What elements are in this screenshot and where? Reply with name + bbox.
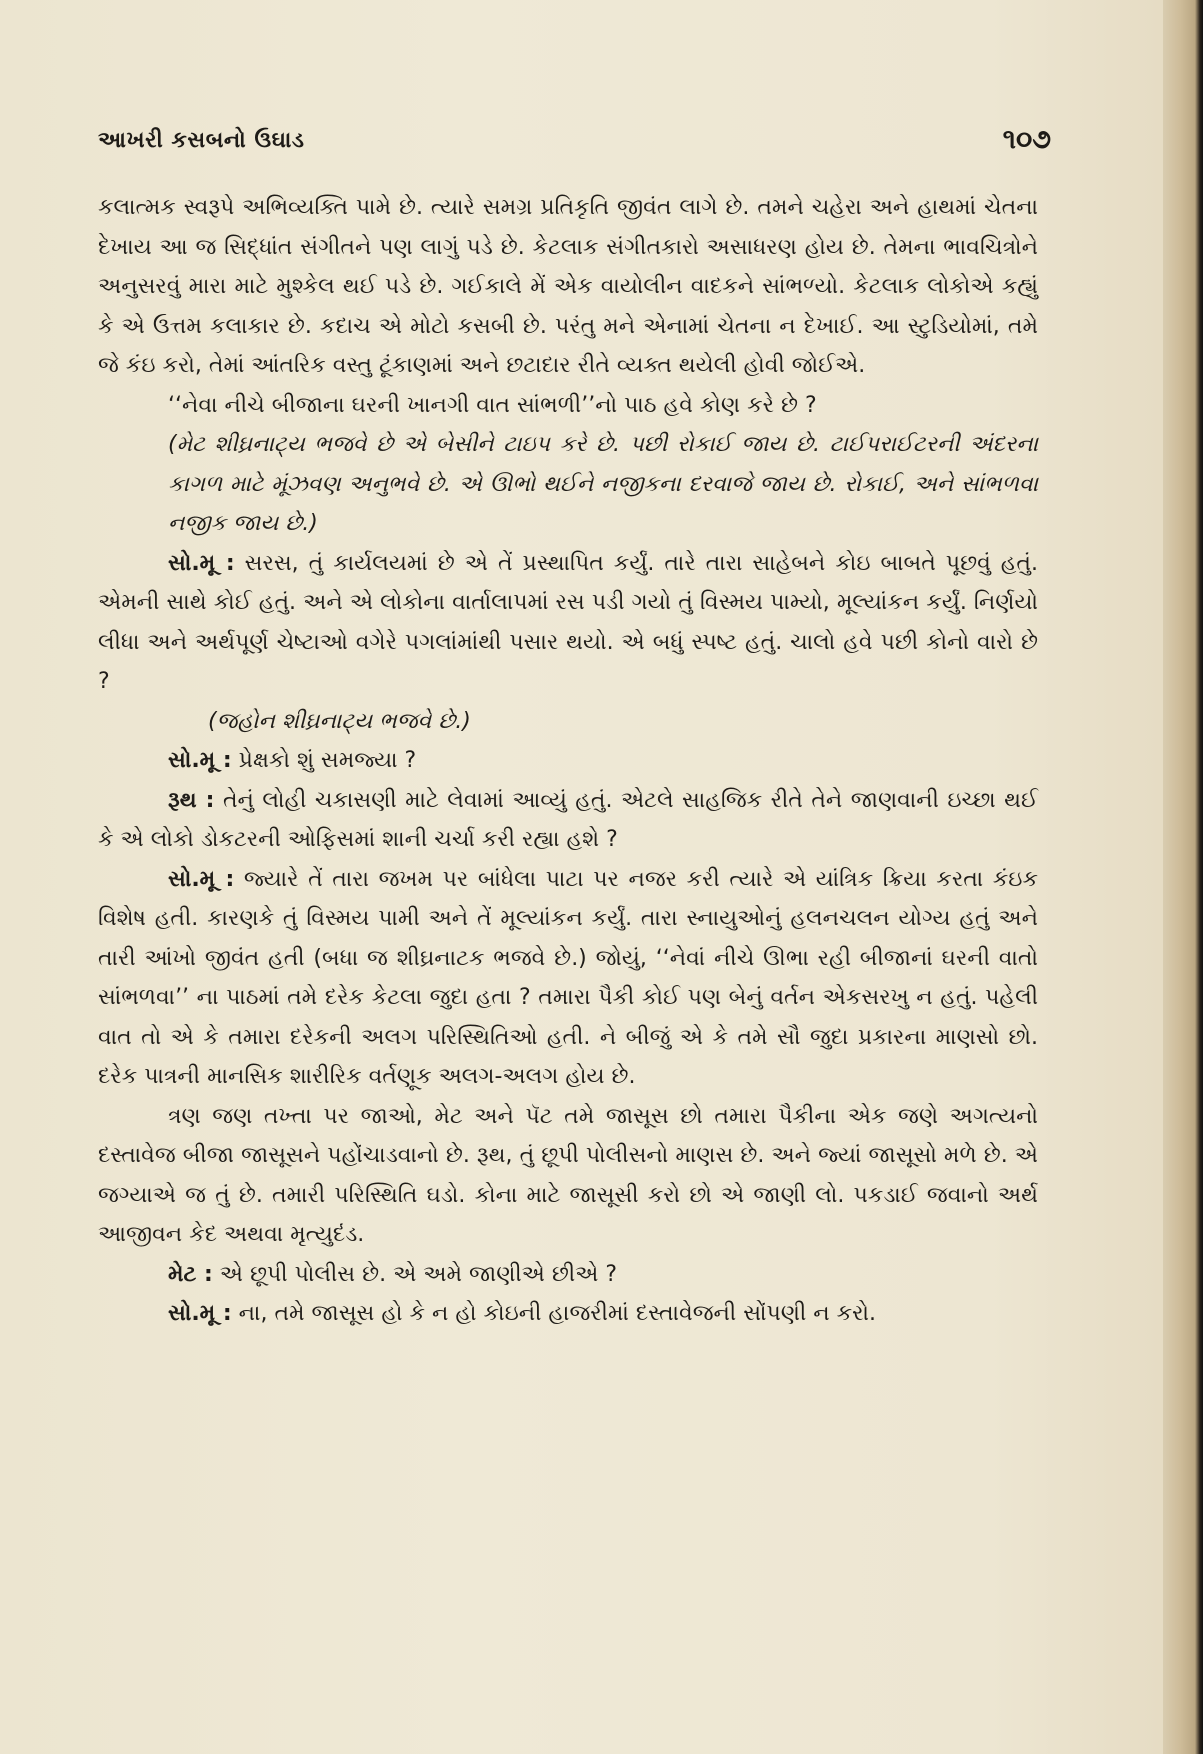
dialogue-line [98,781,1038,860]
dialogue-text: એ છૂપી પોલીસ છે. એ અમે જાણીએ છીએ ? [219,1261,618,1287]
dialogue-line [98,860,1038,1097]
dialogue-text: જ્યારે તેં તારા જખમ પર બાંધેલા પાટા પર નજર કરી ત્યારે એ યાંત્રિક ક્રિયા કરતા કંઇક વિશેષ હતી. કારણકે તું વિસ્મય પામી અને તેં મૂલ્યાંકન કર્યું. તારા સ્નાયુઓનું હલનચલન યોગ્ય હતું અને તારી આંખો જીવંત હતી (બધા જ શીઘ્રનાટક ભજવે છે.) જોયું, ‘‘નેવાં નીચે ઊભા રહી બીજાનાં ઘરની વાતો સાંભળવા’’ ના પાઠમાં તમે દરેક કેટલા જુદા હતા ? તમારા પૈકી કોઈ પણ બેનું વર્તન એકસરખુ ન હતું. પહેલી વાત તો એ કે તમારા દરેકની અલગ પરિસ્થિતિઓ હતી. ને બીજું એ કે તમે સૌ જુદા પ્રકારના માણસો છો. દરેક પાત્રની માનસિક શારીરિક વર્તણૂક અલગ-અલગ હોય છે. [98,866,1038,1089]
paragraph: કલાત્મક સ્વરૂપે અભિવ્યક્તિ પામે છે. ત્યારે સમગ્ર પ્રતિકૃતિ જીવંત લાગે છે. તમને ચહેરા અને હાથમાં ચેતના દેખાય આ જ સિદ્ધાંત સંગીતને પણ લાગું પડે છે. કેટલાક સંગીતકારો અસાધરણ હોય છે. તેમના ભાવચિત્રોને અનુસરવું મારા માટે મુશ્કેલ થઈ પડે છે. ગઈકાલે મેં એક વાયોલીન વાદકને સાંભળ્યો. કેટલાક લોકોએ કહ્યું કે એ ઉત્તમ કલાકાર છે. કદાચ એ મોટો કસબી છે. પરંતુ મને એનામાં ચેતના ન દેખાઈ. આ સ્ટુડિયોમાં, તમે જે કંઇ કરો, તેમાં આંતરિક વસ્તુ ટૂંકાણમાં અને છટાદાર રીતે વ્યક્ત થયેલી હોવી જોઈએ. [98,195,1038,378]
speaker-label: સો.મૂ : [168,550,235,576]
page-header [98,124,1051,164]
dialogue-text: સરસ, તું કાર્યલયમાં છે એ તેં પ્રસ્થાપિત કર્યું. તારે તારા સાહેબને કોઇ બાબતે પૂછવું હતું. એમની સાથે કોઈ હતું. અને એ લોકોના વાર્તાલાપમાં રસ પડી ગયો તું વિસ્મય પામ્યો, મૂલ્યાંકન કર્યું. નિર્ણયો લીધા અને અર્થપૂર્ણ ચેષ્ટાઓ વગેરે પગલાંમાંથી પસાર થયો. એ બધું સ્પષ્ટ હતું. ચાલો હવે પછી કોનો વારો છે ? [98,550,1038,694]
stage-direction: (જહોન શીઘ્રનાટ્ય ભજવે છે.) [208,708,471,734]
speaker-label: સો.મૂ : [168,866,235,892]
paragraph: ‘‘નેવા નીચે બીજાના ઘરની ખાનગી વાત સાંભળી’’નો પાઠ હવે કોણ કરે છે ? [168,392,817,418]
page-text [98,188,1038,1334]
stage-direction: (મેટ શીઘ્રનાટ્ય ભજવે છે એ બેસીને ટાઇપ કરે છે. પછી રોકાઈ જાય છે. ટાઈપરાઈટરની અંદરના કાગળ માટે મૂંઝવણ અનુભવે છે. એ ઊભો થઈને નજીકના દરવાજે જાય છે. રોકાઈ, અને સાંભળવા નજીક જાય છે.) [168,432,1038,536]
dialogue-text: ના, તમે જાસૂસ હો કે ન હો કોઇની હાજરીમાં દસ્તાવેજની સોંપણી ન કરો. [238,1301,877,1326]
dialogue-line [98,544,1038,702]
dialogue-line [98,1255,1038,1295]
book-edge [1163,0,1203,1754]
speaker-label: મેટ : [168,1261,213,1287]
paragraph: ત્રણ જણ તખ્તા પર જાઓ, મેટ અને પૅટ તમે જાસૂસ છો તમારા પૈકીના એક જણે અગત્યનો દસ્તાવેજ બીજા જાસૂસને પહોંચાડવાનો છે. રૂથ, તું છૂપી પોલીસનો માણસ છે. અને જ્યાં જાસૂસો મળે છે. એ જગ્યાએ જ તું છે. તમારી પરિસ્થિતિ ઘડો. કોના માટે જાસૂસી કરો છો એ જાણી લો. પકડાઈ જવાનો અર્થ આજીવન કેદ અથવા મૃત્યુદંડ. [98,1103,1038,1247]
speaker-label: રૂથ : [168,787,215,813]
dialogue-text: પ્રેક્ષકો શું સમજ્યા ? [238,748,417,773]
page-number: ૧૦૭ [1002,124,1051,155]
speaker-label: સો.મૂ : [168,1301,232,1326]
dialogue-line [98,741,1038,781]
dialogue-text: તેનું લોહી ચકાસણી માટે લેવામાં આવ્યું હતું. એટલે સાહજિક રીતે તેને જાણવાની ઇચ્છા થઈ કે એ લોકો ડોકટરની ઓફિસમાં શાની ચર્ચા કરી રહ્યા હશે ? [98,787,1038,852]
dialogue-line [98,1294,1038,1334]
speaker-label: સો.મૂ : [168,748,232,773]
running-title: આખરી કસબનો ઉઘાડ [98,128,305,153]
